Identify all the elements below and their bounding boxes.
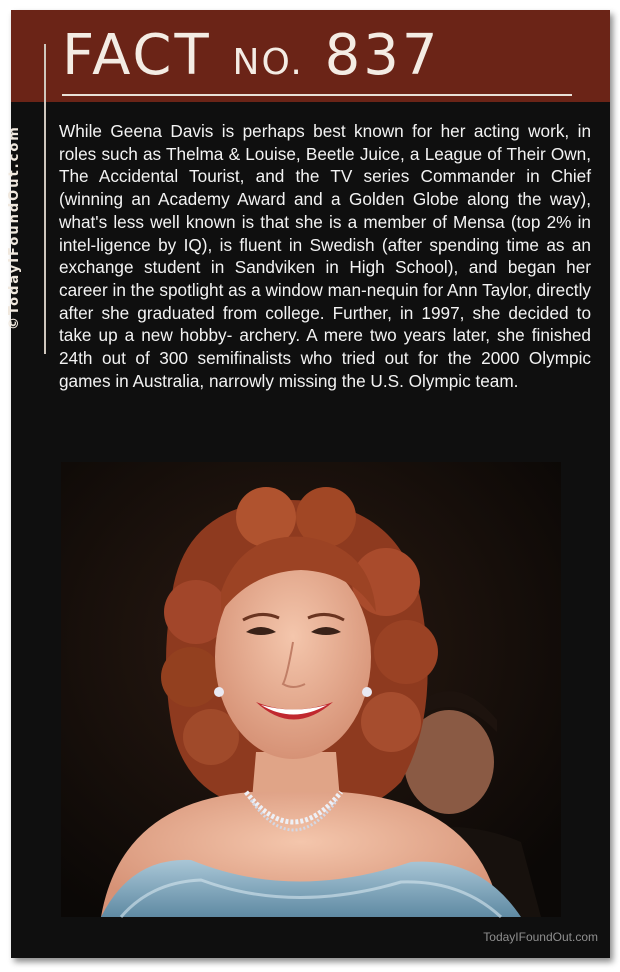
site-credit-vertical: ©TodayIFoundOut.com bbox=[7, 125, 22, 330]
header-rule bbox=[62, 94, 572, 96]
fact-title bbox=[62, 24, 440, 95]
fact-no-label: NO. bbox=[232, 42, 304, 83]
side-bar bbox=[7, 10, 45, 958]
side-bar-top bbox=[11, 10, 45, 102]
header-band bbox=[11, 10, 610, 102]
side-divider bbox=[44, 44, 46, 354]
fact-word: FACT bbox=[62, 23, 212, 88]
fact-number: 837 bbox=[324, 23, 441, 88]
portrait-illustration bbox=[61, 462, 561, 917]
fact-card bbox=[7, 10, 610, 958]
fact-text: While Geena Davis is perhaps best known for her acting work, in roles such as Thelma & Louise, Beetle Juice, a League of Their Own, The Accidental Tourist, and the TV series Commander in Chief (winning an Academy Award and a Golden Globe along the way), what's less well known is that she is a member of Mensa (top 2% in intel-ligence by IQ), is fluent in Swedish (after spending time as an exchange student in Sandviken in High School), and began her career in the spotlight as a window man-nequin for Ann Taylor, directly after she graduated from college. Further, in 1997, she decided to take up a new hobby- archery. A mere two years later, she finished 24th out of 300 semifinalists who tried out for the 2000 Olympic games in Australia, narrowly missing the U.S. Olympic team. bbox=[59, 121, 591, 391]
portrait-photo bbox=[61, 462, 561, 917]
watermark: TodayIFoundOut.com bbox=[483, 930, 598, 944]
